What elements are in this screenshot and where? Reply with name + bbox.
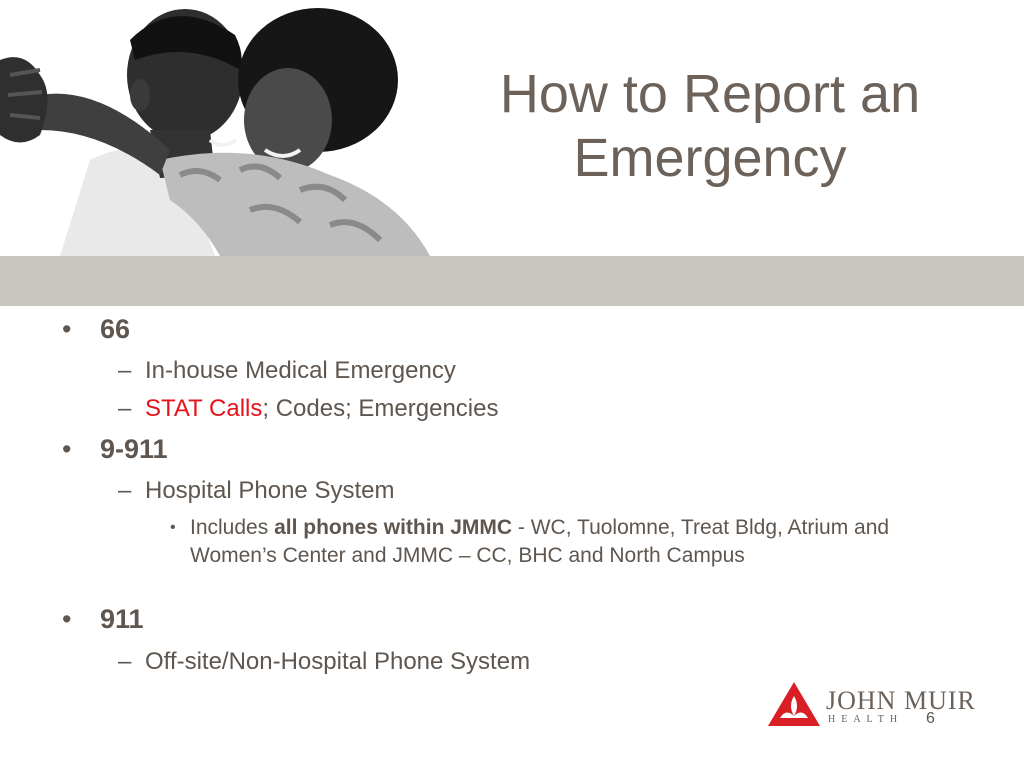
stat-calls-text: STAT Calls [145,395,263,422]
gray-band [0,256,1024,306]
bullet-dot: • [170,519,176,536]
bullet-label: 911 [100,604,144,634]
sub-bullet-rest: ; Codes; Emergencies [262,395,499,422]
bullet-label: 66 [100,314,131,344]
sub-bullet-text: In-house Medical Emergency [145,357,456,384]
sub-bullet-text: Off-site/Non-Hospital Phone System [145,648,531,675]
logo-triangle-icon [766,680,822,728]
detail-rest: - WC, Tuolomne, Treat Bldg, Atrium and Women’s Center and JMMC – CC, BHC and North Campus [190,516,890,567]
bullet-dot: • [62,434,72,464]
sub-bullet-text: Hospital Phone System [145,477,395,504]
logo-name: JOHN MUIR [826,686,976,715]
bullet-dot: • [62,604,72,634]
bullet-dot: • [62,314,72,344]
dash-marker: – [118,357,132,384]
detail-text [190,514,920,570]
john-muir-logo [766,680,976,730]
dash-marker: – [118,395,132,422]
dash-marker: – [118,648,132,675]
bullet-label: 9-911 [100,434,168,464]
couple-photo [0,0,440,256]
detail-bold: all phones within JMMC [274,516,513,539]
dash-marker: – [118,477,132,504]
logo-subtitle: HEALTH [828,714,904,725]
page-number: 6 [926,710,935,727]
sub-bullet-text [145,395,498,423]
slide-title: How to Report an Emergency [499,64,921,188]
detail-prefix: Includes [190,516,275,539]
